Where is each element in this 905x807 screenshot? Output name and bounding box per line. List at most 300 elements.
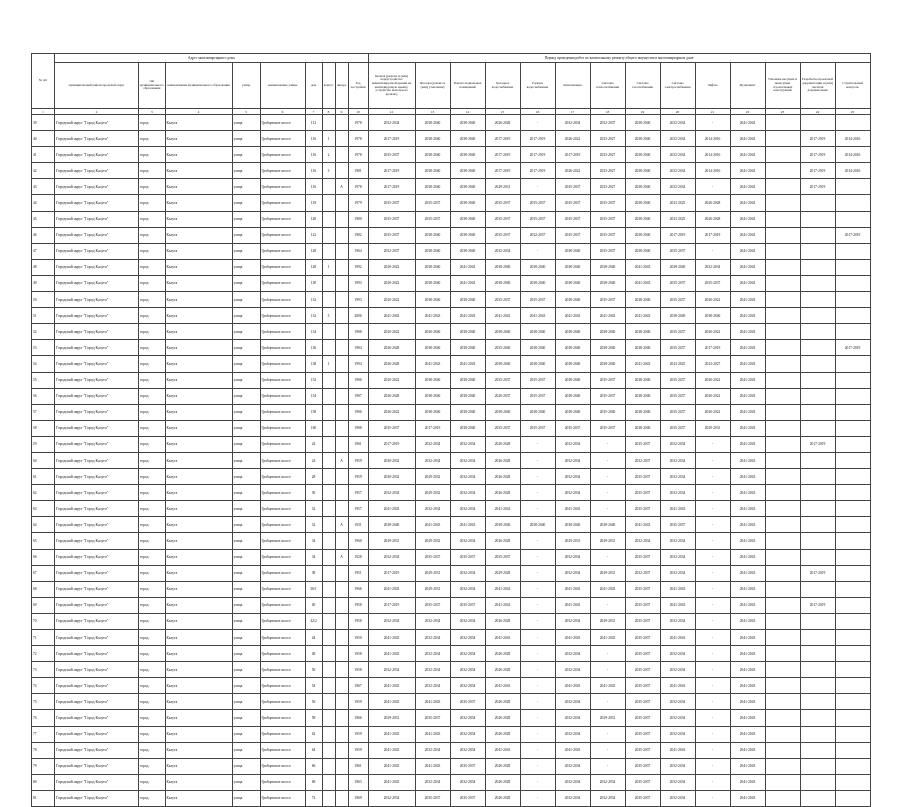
table-cell: Грабцевское шоссе	[260, 662, 305, 678]
table-cell: город	[139, 356, 166, 372]
table-cell	[800, 581, 835, 597]
table-cell: 2035-2037	[450, 758, 485, 774]
table-cell	[835, 710, 870, 726]
table-cell: 2038-2040	[520, 324, 555, 340]
col-number-9: 10	[348, 109, 368, 115]
table-cell: Калуга	[165, 147, 232, 163]
table-cell	[335, 243, 348, 259]
table-cell: 2038-2040	[555, 356, 590, 372]
table-row	[32, 726, 871, 742]
table-cell: 2032-2034	[660, 646, 695, 662]
table-cell: 1978	[348, 147, 368, 163]
table-cell: 2017-2019	[368, 436, 415, 452]
table-cell: 2038-2040	[415, 243, 450, 259]
table-cell: 2041-2043	[730, 613, 765, 629]
table-cell: 2041-2043	[368, 646, 415, 662]
table-cell: 1958	[348, 613, 368, 629]
table-cell: 2032-2034	[660, 726, 695, 742]
table-cell: Грабцевское шоссе	[260, 227, 305, 243]
table-cell: город	[139, 275, 166, 291]
table-cell: 2035-2037	[450, 790, 485, 806]
table-cell: 2030-2032	[368, 452, 415, 468]
table-cell	[335, 227, 348, 243]
table-cell: Калуга	[165, 501, 232, 517]
table-cell: 2032-2034	[695, 259, 730, 275]
table-cell: 30	[305, 485, 322, 501]
table-cell: 2035-2037	[368, 227, 415, 243]
col-number-14: 16	[520, 109, 555, 115]
table-cell: город	[139, 243, 166, 259]
table-cell: Грабцевское шоссе	[260, 163, 305, 179]
table-cell: 2038-2040	[555, 275, 590, 291]
table-cell: 2038-2040	[520, 517, 555, 533]
table-cell: 2026-2028	[368, 340, 415, 356]
table-cell: 2041-2043	[555, 308, 590, 324]
table-cell: улица	[232, 404, 260, 420]
table-row	[32, 678, 871, 694]
table-cell	[800, 340, 835, 356]
table-cell: -	[520, 179, 555, 195]
table-cell: 1957	[348, 485, 368, 501]
table-cell: 49	[32, 275, 55, 291]
table-cell: 2038-2040	[415, 259, 450, 275]
table-cell: Грабцевское шоссе	[260, 646, 305, 662]
table-cell	[322, 758, 335, 774]
col-number-20: 22	[730, 109, 765, 115]
table-cell: 2030-2032	[368, 469, 415, 485]
table-cell	[800, 630, 835, 646]
table-cell	[335, 292, 348, 308]
table-cell: 2038-2040	[368, 517, 415, 533]
table-cell	[322, 115, 335, 131]
table-cell	[335, 485, 348, 501]
table-cell: 2038-2040	[625, 340, 660, 356]
table-cell: 2041-2043	[555, 630, 590, 646]
table-cell: 42	[32, 163, 55, 179]
table-cell: 2017-2019	[520, 163, 555, 179]
table-cell: 54	[305, 678, 322, 694]
table-cell: Калуга	[165, 211, 232, 227]
table-cell	[335, 646, 348, 662]
table-cell	[835, 404, 870, 420]
table-cell: 2029-2031	[415, 581, 450, 597]
col-header-1: муниципальный район/городской округ	[55, 63, 139, 109]
table-cell: 122	[305, 227, 322, 243]
table-cell: 2035-2037	[625, 710, 660, 726]
table-cell: Грабцевское шоссе	[260, 517, 305, 533]
table-cell	[800, 613, 835, 629]
table-cell: улица	[232, 340, 260, 356]
table-cell: 1986	[348, 404, 368, 420]
table-cell: 2038-2040	[625, 147, 660, 163]
table-cell	[335, 324, 348, 340]
table-cell	[322, 372, 335, 388]
table-cell: -	[695, 790, 730, 806]
table-cell: город	[139, 227, 166, 243]
table-row	[32, 147, 871, 163]
table-cell: 2038-2040	[520, 275, 555, 291]
table-cell: А	[335, 179, 348, 195]
table-cell: 2038-2040	[450, 179, 485, 195]
table-cell: 2041-2043	[730, 758, 765, 774]
table-cell: -	[695, 742, 730, 758]
table-cell: 2041-2043	[730, 147, 765, 163]
table-cell: 2041-2043	[730, 517, 765, 533]
table-cell: 2041-2043	[590, 581, 625, 597]
table-cell: 2032-2034	[555, 774, 590, 790]
table-cell: 2032-2034	[555, 436, 590, 452]
table-cell: 2041-2043	[730, 356, 765, 372]
table-row	[32, 356, 871, 372]
table-cell: 24	[305, 452, 322, 468]
table-cell: 2035-2037	[485, 549, 520, 565]
table-cell: город	[139, 469, 166, 485]
table-cell	[765, 694, 800, 710]
table-cell: Грабцевское шоссе	[260, 356, 305, 372]
table-cell: Калуга	[165, 533, 232, 549]
table-cell	[765, 292, 800, 308]
table-cell: Калуга	[165, 694, 232, 710]
table-row	[32, 388, 871, 404]
table-cell	[322, 292, 335, 308]
table-row	[32, 131, 871, 147]
table-cell: 2041-2043	[415, 517, 450, 533]
table-cell: Грабцевское шоссе	[260, 115, 305, 131]
table-cell: Грабцевское шоссе	[260, 549, 305, 565]
table-cell: 2035-2037	[590, 420, 625, 436]
table-cell: -	[520, 436, 555, 452]
table-cell	[322, 485, 335, 501]
table-cell: 2017-2019	[800, 131, 835, 147]
table-cell: -	[695, 662, 730, 678]
table-cell	[800, 452, 835, 468]
table-cell: 63	[32, 501, 55, 517]
table-cell: улица	[232, 195, 260, 211]
table-cell: 2041-2043	[730, 774, 765, 790]
table-cell: улица	[232, 662, 260, 678]
table-cell: 1984	[348, 340, 368, 356]
table-cell: 120	[305, 211, 322, 227]
table-cell: 2035-2037	[415, 710, 450, 726]
table-cell: Калуга	[165, 517, 232, 533]
table-cell: улица	[232, 758, 260, 774]
table-cell: город	[139, 517, 166, 533]
table-cell: 2026-2028	[695, 195, 730, 211]
table-cell: 2041-2043	[485, 581, 520, 597]
table-cell: 2023-2027	[590, 163, 625, 179]
table-cell: 2041-2043	[730, 662, 765, 678]
table-cell: 2038-2040	[450, 211, 485, 227]
table-cell: улица	[232, 469, 260, 485]
table-cell	[335, 678, 348, 694]
table-cell	[322, 340, 335, 356]
table-cell: Городской округ "Город Калуга"	[55, 147, 139, 163]
table-cell: 1963	[348, 774, 368, 790]
table-row	[32, 259, 871, 275]
table-cell: 2032-2034	[660, 565, 695, 581]
table-cell	[835, 581, 870, 597]
table-cell	[835, 726, 870, 742]
table-cell: 2035-2037	[625, 678, 660, 694]
table-cell: 2041-2043	[415, 356, 450, 372]
table-cell: 2041-2043	[730, 308, 765, 324]
table-cell: 2032-2034	[590, 790, 625, 806]
table-cell: 1	[322, 131, 335, 147]
table-cell: 116	[305, 179, 322, 195]
table-cell: Грабцевское шоссе	[260, 420, 305, 436]
col-header-21: Усиление несущих и ненесущих строительных конструкций	[765, 63, 800, 109]
table-cell	[322, 501, 335, 517]
table-cell: 2032-2034	[450, 533, 485, 549]
table-cell: 2017-2019	[485, 163, 520, 179]
table-cell: 2035-2037	[590, 243, 625, 259]
table-cell	[765, 259, 800, 275]
table-cell: 1966	[348, 710, 368, 726]
table-cell	[800, 308, 835, 324]
table-cell: 2035-2037	[625, 790, 660, 806]
table-cell: 2038-2040	[450, 115, 485, 131]
table-cell: 32	[305, 501, 322, 517]
table-row	[32, 774, 871, 790]
table-row	[32, 597, 871, 613]
table-cell: Грабцевское шоссе	[260, 758, 305, 774]
table-cell: 2032-2034	[625, 533, 660, 549]
table-cell: 2032-2034	[590, 774, 625, 790]
table-cell: 2017-2019	[835, 227, 870, 243]
table-cell: 2041-2043	[520, 308, 555, 324]
table-cell	[835, 774, 870, 790]
table-cell: Калуга	[165, 227, 232, 243]
table-cell: 2041-2043	[368, 694, 415, 710]
table-cell	[322, 275, 335, 291]
table-cell: город	[139, 485, 166, 501]
table-cell	[322, 211, 335, 227]
table-cell	[335, 469, 348, 485]
table-cell	[765, 452, 800, 468]
table-cell	[765, 275, 800, 291]
table-cell: 2017-2019	[800, 436, 835, 452]
table-cell: Калуга	[165, 774, 232, 790]
table-cell	[322, 195, 335, 211]
table-cell	[800, 758, 835, 774]
table-cell	[835, 195, 870, 211]
table-cell: 2026-2022	[555, 131, 590, 147]
table-cell: 2017-2019	[368, 179, 415, 195]
table-cell: 2017-2019	[520, 131, 555, 147]
table-cell: 2014-2016	[695, 163, 730, 179]
table-cell: 2041-2043	[660, 630, 695, 646]
table-cell: 2032-2034	[660, 758, 695, 774]
table-cell: 2035-2037	[520, 292, 555, 308]
table-cell	[835, 356, 870, 372]
table-cell	[835, 485, 870, 501]
table-cell: 51	[32, 308, 55, 324]
table-cell: 2038-2040	[415, 372, 450, 388]
table-cell: 2026-2028	[368, 356, 415, 372]
table-cell: 2026-2028	[485, 436, 520, 452]
col-number-4: 5	[232, 109, 260, 115]
table-cell: 2038-2040	[415, 275, 450, 291]
table-cell: -	[695, 758, 730, 774]
table-cell	[835, 179, 870, 195]
table-cell	[335, 115, 348, 131]
table-cell: Грабцевское шоссе	[260, 694, 305, 710]
table-row	[32, 195, 871, 211]
table-cell: 73	[32, 662, 55, 678]
table-cell: 2041-2043	[590, 308, 625, 324]
table-cell: город	[139, 420, 166, 436]
table-cell: 2035-2037	[415, 195, 450, 211]
table-cell: 2014-2016	[695, 147, 730, 163]
table-cell	[765, 243, 800, 259]
table-cell: 1961	[348, 436, 368, 452]
table-cell: улица	[232, 517, 260, 533]
table-cell: 2041-2043	[555, 742, 590, 758]
table-cell: 2035-2037	[590, 388, 625, 404]
table-cell: 2035-2037	[555, 179, 590, 195]
table-cell: 2032-2034	[450, 613, 485, 629]
table-cell: 2041-2043	[730, 163, 765, 179]
table-cell: город	[139, 308, 166, 324]
table-cell: 2035-2037	[555, 211, 590, 227]
table-cell: 2017-2019	[415, 420, 450, 436]
table-cell: 2032-2034	[660, 774, 695, 790]
table-cell: улица	[232, 710, 260, 726]
table-cell: Калуга	[165, 420, 232, 436]
table-cell: 2038-2040	[485, 259, 520, 275]
table-cell: 2038-2040	[450, 195, 485, 211]
table-cell	[335, 790, 348, 806]
table-cell: 2032-2034	[450, 646, 485, 662]
table-cell: 1992	[348, 259, 368, 275]
table-cell: 1958	[348, 646, 368, 662]
table-cell: улица	[232, 533, 260, 549]
table-cell: 1986	[348, 372, 368, 388]
table-cell: 2038-2040	[450, 227, 485, 243]
table-cell: 132	[305, 308, 322, 324]
table-row	[32, 436, 871, 452]
table-cell: 2038-2040	[520, 356, 555, 372]
table-cell: 2035-2037	[660, 420, 695, 436]
col-header-3: наименование муниципального образования	[165, 63, 232, 109]
table-cell: улица	[232, 613, 260, 629]
table-cell: 2032-2034	[660, 790, 695, 806]
table-cell: 2041-2043	[660, 678, 695, 694]
table-cell: 53	[32, 340, 55, 356]
table-cell: Грабцевское шоссе	[260, 436, 305, 452]
table-cell: 2041-2043	[730, 404, 765, 420]
table-cell: 2038-2040	[415, 292, 450, 308]
table-cell: улица	[232, 308, 260, 324]
table-row	[32, 163, 871, 179]
table-cell	[765, 485, 800, 501]
table-cell: 2023-2027	[590, 131, 625, 147]
table-cell	[765, 420, 800, 436]
table-cell: 2041-2043	[415, 694, 450, 710]
table-cell: 130	[305, 275, 322, 291]
table-cell: 2014-2016	[835, 147, 870, 163]
table-cell: 2041-2043	[730, 597, 765, 613]
table-cell: 1982	[348, 227, 368, 243]
table-cell: 2026-2022	[368, 404, 415, 420]
table-cell: 74	[32, 678, 55, 694]
col-number-1: 2	[55, 109, 139, 115]
table-cell: Городской округ "Город Калуга"	[55, 372, 139, 388]
table-cell: улица	[232, 388, 260, 404]
table-row	[32, 517, 871, 533]
table-cell	[765, 597, 800, 613]
table-cell	[835, 275, 870, 291]
table-cell: 2035-2037	[368, 420, 415, 436]
table-cell: 2017-2019	[368, 597, 415, 613]
col-header-6: дом	[305, 63, 322, 109]
table-cell: 2032-2034	[660, 549, 695, 565]
table-cell: 2038-2040	[520, 340, 555, 356]
table-cell: 116	[305, 163, 322, 179]
table-cell: 2038-2040	[625, 227, 660, 243]
table-cell	[322, 774, 335, 790]
table-cell: 2041-2043	[625, 356, 660, 372]
table-cell: -	[520, 742, 555, 758]
table-cell: 2041-2043	[730, 565, 765, 581]
table-cell: Грабцевское шоссе	[260, 292, 305, 308]
table-cell: -	[590, 485, 625, 501]
table-cell: город	[139, 115, 166, 131]
table-cell: Калуга	[165, 565, 232, 581]
table-cell: 2038-2040	[555, 259, 590, 275]
table-cell: 2023-2025	[660, 356, 695, 372]
table-cell: 2032-2034	[450, 774, 485, 790]
table-cell: -	[695, 613, 730, 629]
table-row	[32, 549, 871, 565]
table-cell: Городской округ "Город Калуга"	[55, 742, 139, 758]
table-cell: 54	[32, 356, 55, 372]
table-cell	[335, 710, 348, 726]
table-cell: -	[695, 694, 730, 710]
table-cell: 65	[32, 533, 55, 549]
col-number-22: 24	[800, 109, 835, 115]
table-cell: 70	[32, 613, 55, 629]
col-number-21: 23	[765, 109, 800, 115]
table-cell: Грабцевское шоссе	[260, 131, 305, 147]
table-cell: Городской округ "Город Калуга"	[55, 163, 139, 179]
table-cell	[835, 115, 870, 131]
table-cell: -	[520, 533, 555, 549]
table-cell	[335, 388, 348, 404]
table-cell: 2041-2043	[590, 630, 625, 646]
table-cell: 2038-2040	[590, 275, 625, 291]
table-cell: 2032-2037	[625, 452, 660, 468]
col-number-15: 17	[555, 109, 590, 115]
table-cell: 2041-2043	[730, 131, 765, 147]
table-cell: 44	[305, 630, 322, 646]
table-cell: 2026-2028	[485, 469, 520, 485]
table-cell: 2017-2019	[835, 340, 870, 356]
table-cell	[322, 469, 335, 485]
table-cell: 2038-2040	[555, 372, 590, 388]
table-cell: 1951	[348, 565, 368, 581]
table-cell: 1959	[348, 742, 368, 758]
table-cell: 2032-2034	[368, 790, 415, 806]
table-cell: 2029-2031	[590, 710, 625, 726]
table-cell: 2	[322, 147, 335, 163]
table-cell: 44	[32, 195, 55, 211]
table-cell: 132	[305, 292, 322, 308]
table-cell: 2035-2037	[625, 597, 660, 613]
table-cell	[835, 597, 870, 613]
table-cell: 1	[322, 259, 335, 275]
table-cell: -	[590, 662, 625, 678]
